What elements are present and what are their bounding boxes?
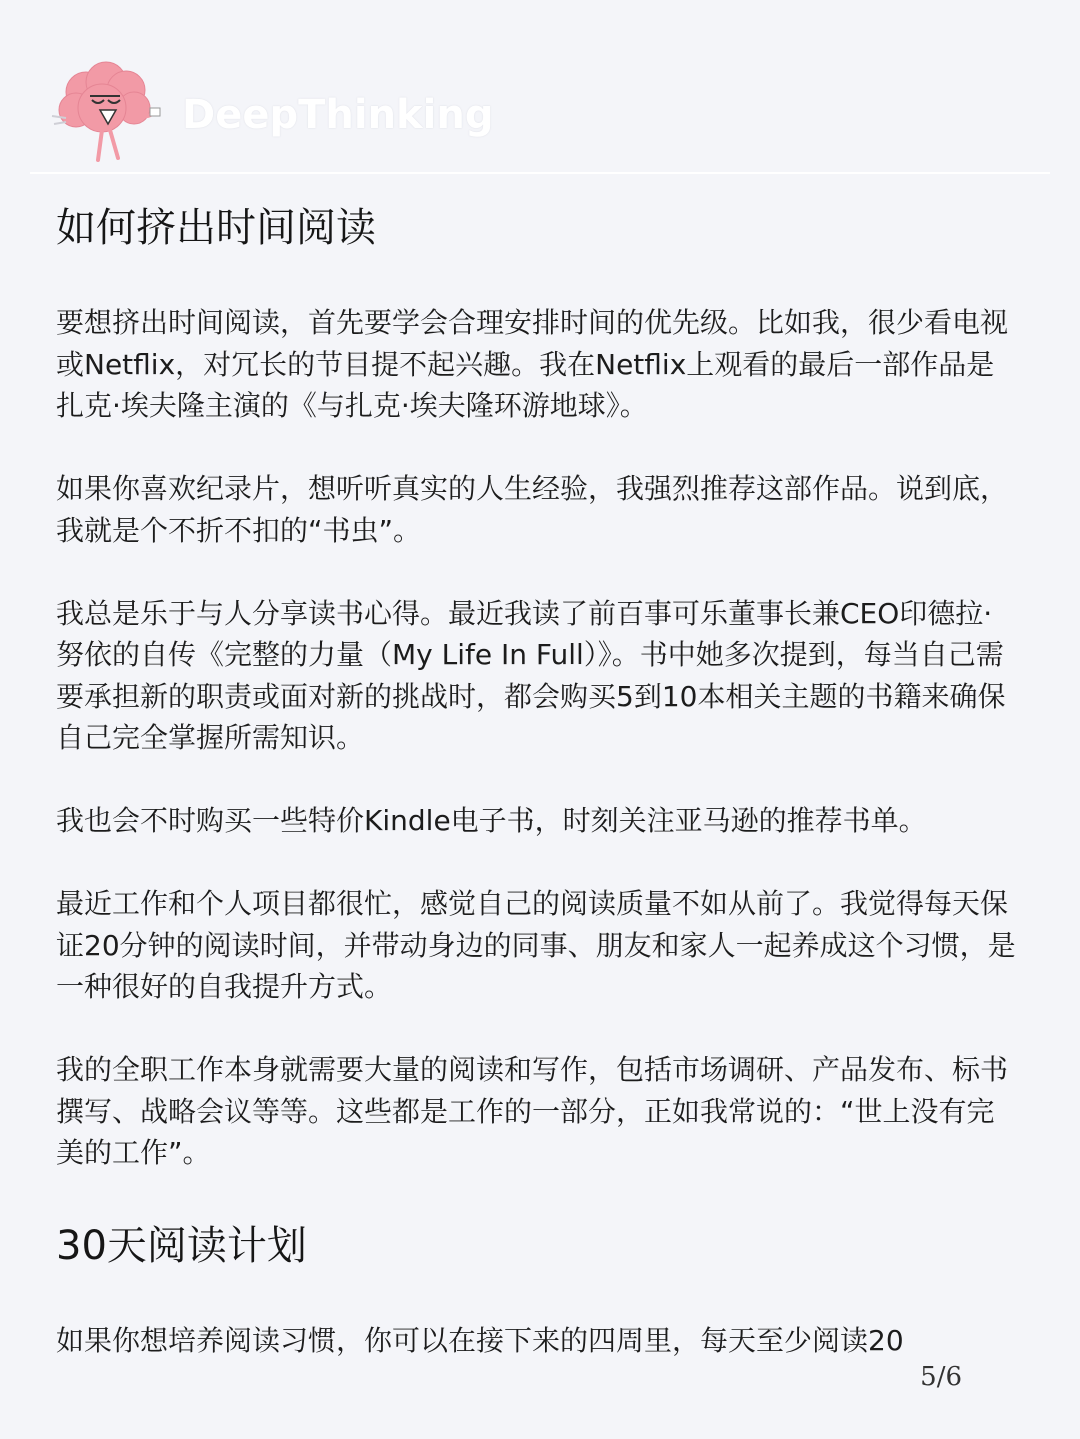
paragraph: 我也会不时购买一些特价Kindle电子书，时刻关注亚马逊的推荐书单。	[56, 804, 927, 837]
paragraph: 如果你喜欢纪录片，想听听真实的人生经验，我强烈推荐这部作品。说到底，我就是个不折不扣的“书虫”。	[56, 472, 1009, 547]
page-indicator: 5/6	[920, 1362, 962, 1392]
article-title: 如何挤出时间阅读	[56, 205, 376, 251]
article	[56, 196, 1016, 1361]
paragraph: 要想挤出时间阅读，首先要学会合理安排时间的优先级。比如我，很少看电视或Netflix，对冗长的节目提不起兴趣。我在Netflix上观看的最后一部作品是扎克·埃夫隆主演的《与扎克·埃夫隆环游地球》。	[56, 306, 1009, 422]
header	[0, 0, 1080, 172]
paragraph: 如果你想培养阅读习惯，你可以在接下来的四周里，每天至少阅读20	[56, 1323, 904, 1357]
section-title: 30天阅读计划	[56, 1222, 307, 1269]
paragraph: 我总是乐于与人分享读书心得。最近我读了前百事可乐董事长兼CEO印德拉·努依的自传《完整的力量（My Life In Full）》。书中她多次提到，每当自己需要承担新的职责或面对新的挑战时，都会购买5到10本相关主题的书籍来确保自己完全掌握所需知识。	[56, 596, 1006, 754]
paragraph: 我的全职工作本身就需要大量的阅读和写作，包括市场调研、产品发布、标书撰写、战略会议等等。这些都是工作的一部分，正如我常说的：“世上没有完美的工作”。	[56, 1053, 1009, 1169]
paragraph: 最近工作和个人项目都很忙，感觉自己的阅读质量不如从前了。我觉得每天保证20分钟的阅读时间，并带动身边的同事、朋友和家人一起养成这个习惯，是一种很好的自我提升方式。	[56, 887, 1016, 1003]
logo-text: DeepThinking	[182, 92, 494, 138]
brain-mascot-icon	[44, 58, 174, 168]
header-divider	[30, 172, 1050, 174]
